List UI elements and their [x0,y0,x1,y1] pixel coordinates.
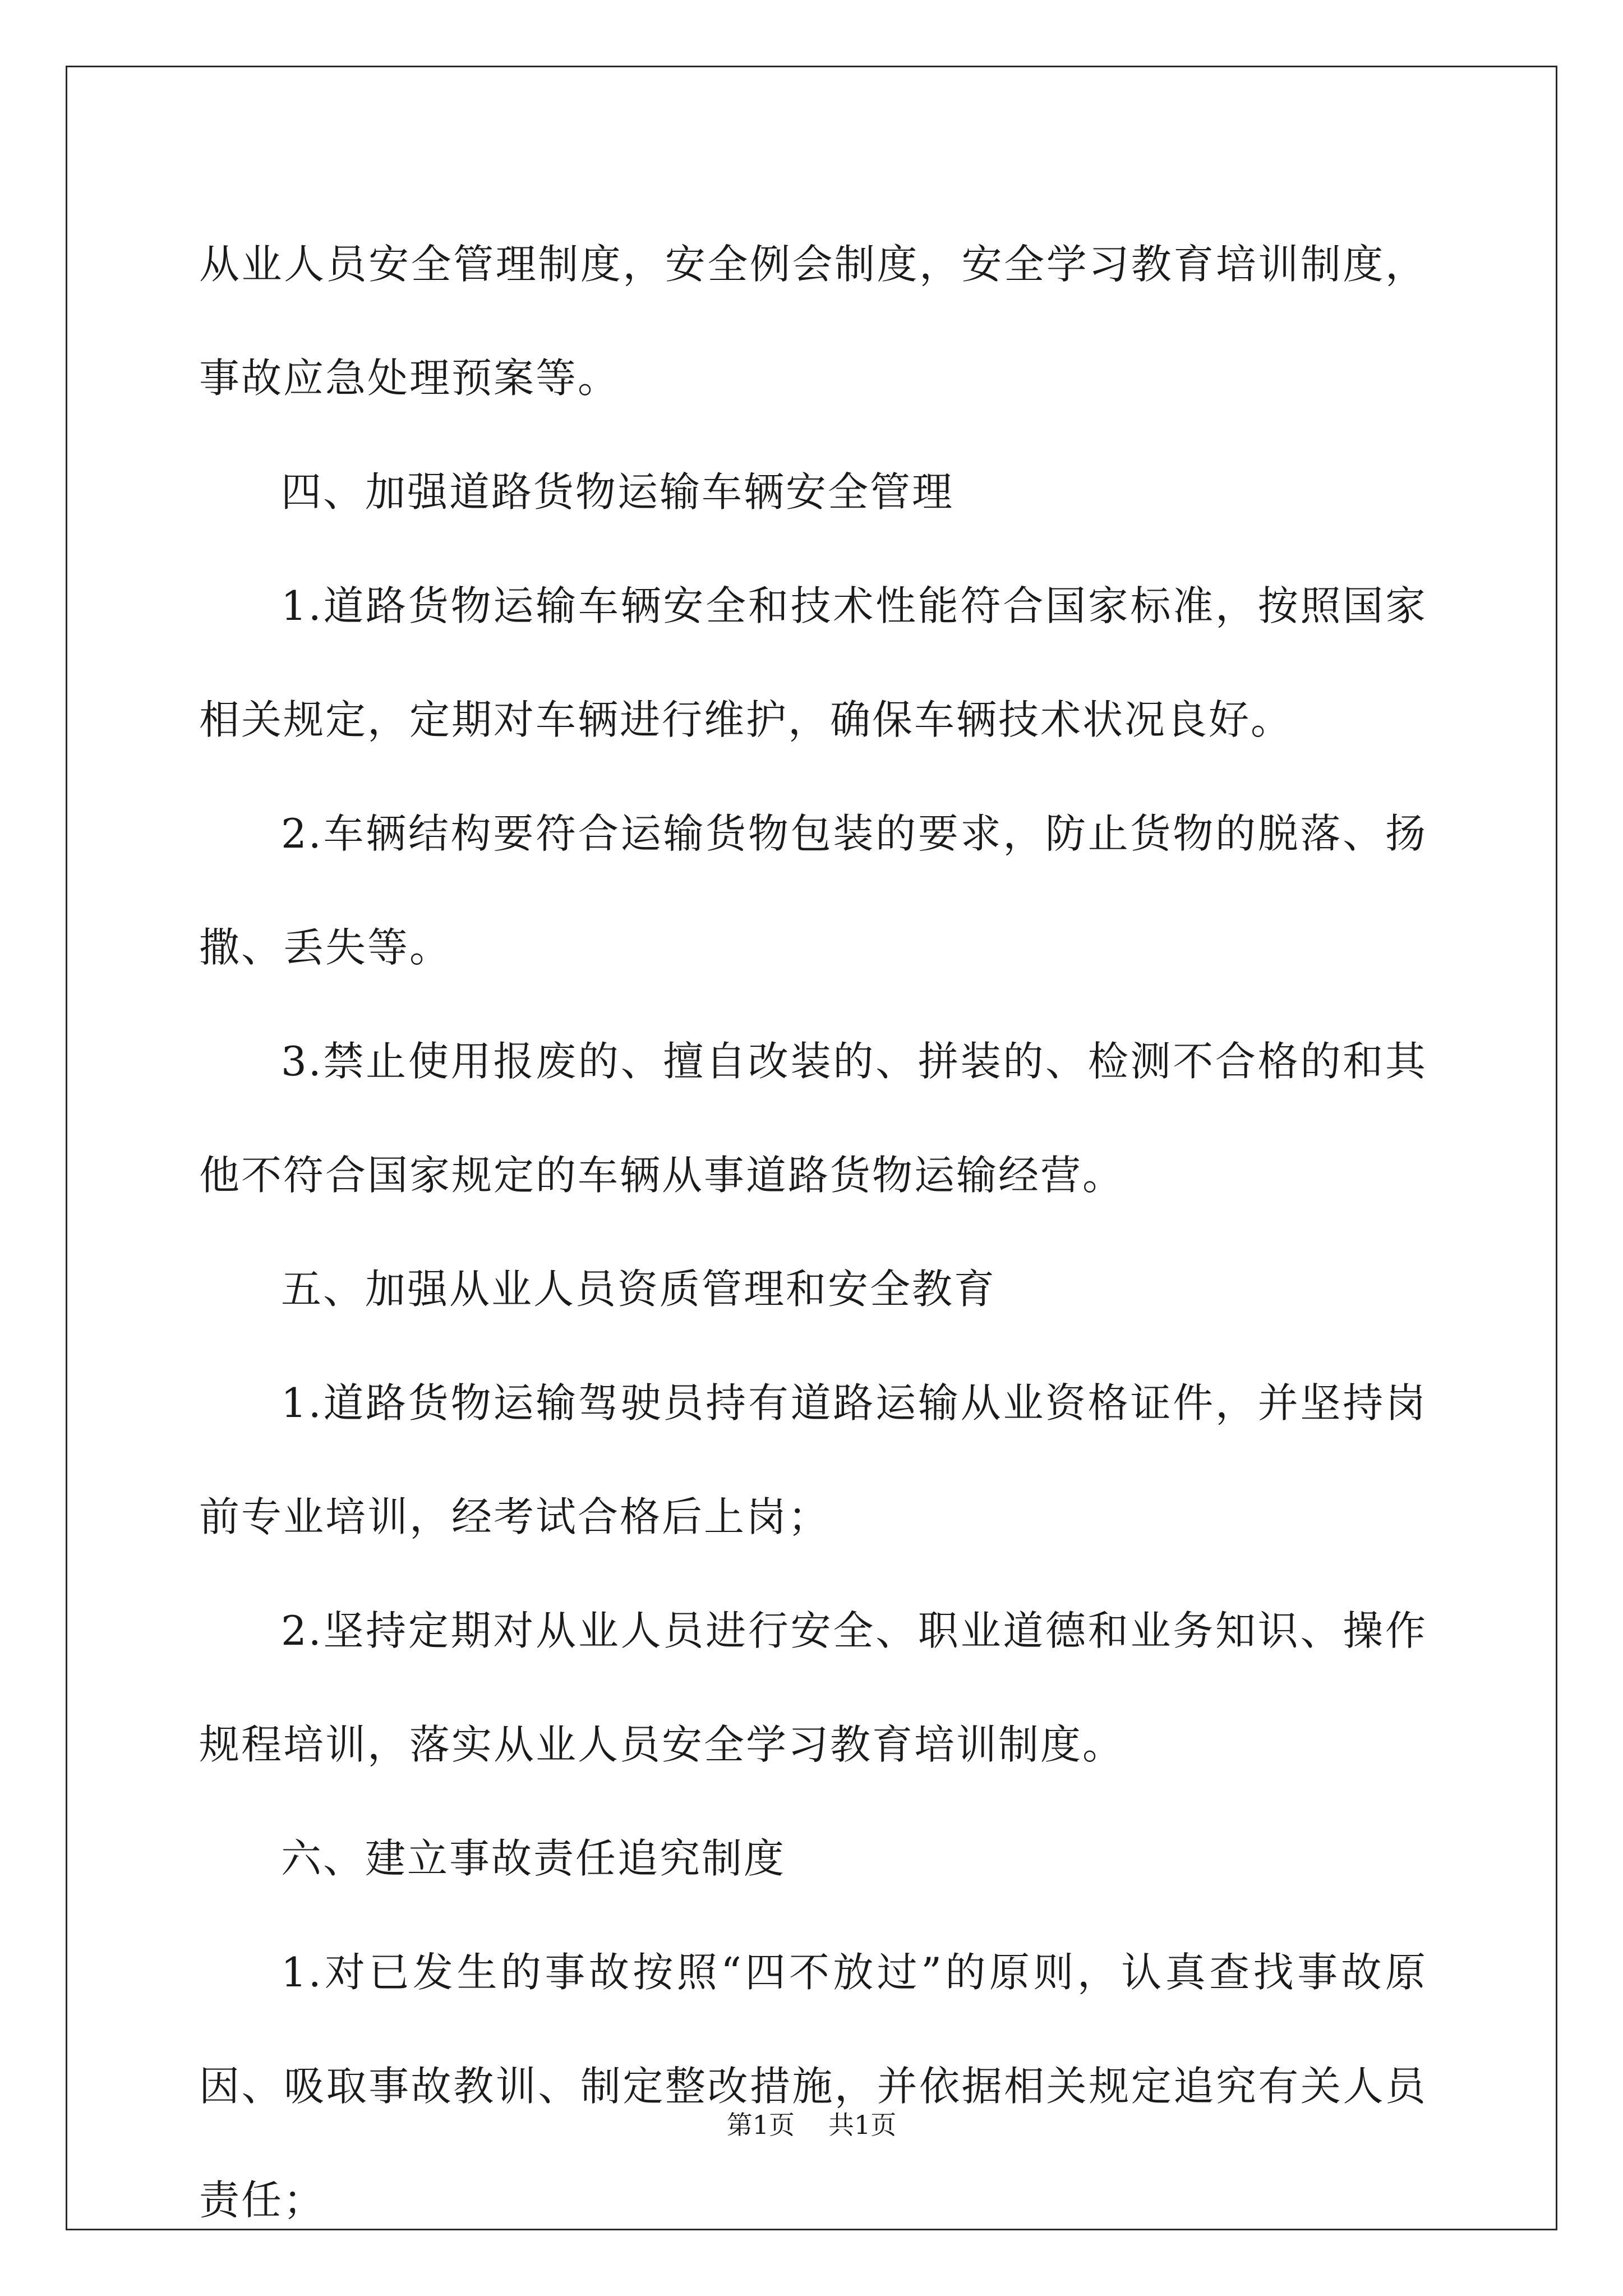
paragraph: 从业人员安全管理制度，安全例会制度，安全学习教育培训制度，事故应急处理预案等。 [199,241,1427,402]
paragraph: 2.车辆结构要符合运输货物包装的要求，防止货物的脱落、扬撒、丢失等。 [199,810,1427,971]
paragraph: 2.坚持定期对从业人员进行安全、职业道德和业务知识、操作规程培训，落实从业人员安全学习教育培训制度。 [199,1607,1427,1768]
page-total: 共1页 [828,2110,897,2140]
page-number: 第1页 [726,2110,795,2140]
paragraph: 1.道路货物运输驾驶员持有道路运输从业资格证件，并坚持岗前专业培训，经考试合格后上岗； [199,1379,1427,1540]
paragraph: 3.禁止使用报废的、擅自改装的、拼装的、检测不合格的和其他不符合国家规定的车辆从事道路货物运输经营。 [199,1038,1427,1199]
paragraph: 1.对已发生的事故按照“四不放过”的原则，认真查找事故原因、吸取事故教训、制定整改措施，并依据相关规定追究有关人员责任； [199,1949,1427,2224]
paragraph: 1.道路货物运输车辆安全和技术性能符合国家标准，按照国家相关规定，定期对车辆进行维护，确保车辆技术状况良好。 [199,582,1427,743]
section-heading: 四、加强道路货物运输车辆安全管理 [281,468,955,516]
section-heading: 六、建立事故责任追究制度 [281,1835,786,1882]
section-heading: 五、加强从业人员资质管理和安全教育 [281,1266,997,1313]
page-footer [0,2108,1623,2142]
document-body [199,208,1427,2257]
